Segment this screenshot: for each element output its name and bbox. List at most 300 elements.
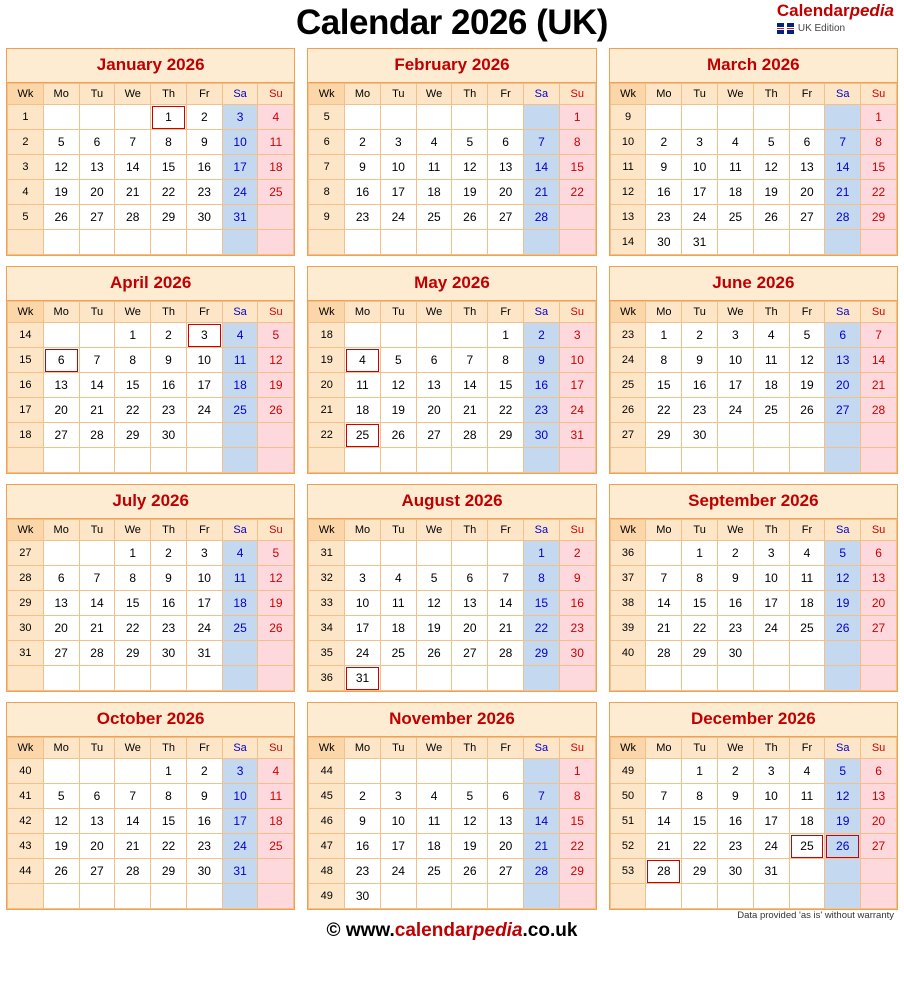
day-number: 16 [161,377,176,392]
empty-day-cell [452,323,488,348]
day-cell [524,180,560,205]
month-title: November 2026 [308,703,595,737]
weekday-header-tu: Tu [682,302,718,323]
day-number: 2 [200,109,208,124]
day-number: 6 [839,327,847,342]
day-cell [861,566,897,591]
weekday-header-mo: Mo [646,302,682,323]
empty-day-cell [43,323,79,348]
day-number: 28 [534,209,549,224]
day-number: 7 [466,352,474,367]
weekday-header-sa: Sa [825,84,861,105]
day-number [826,424,859,447]
empty-day-cell [646,759,682,784]
week-row [309,641,595,666]
day-number: 24 [391,863,405,878]
day-cell [186,859,222,884]
weekday-header-sa: Sa [222,84,258,105]
day-number: 28 [126,863,140,878]
day-number: 18 [800,595,814,610]
day-number [826,449,859,472]
day-cell [345,591,381,616]
day-cell [488,859,524,884]
week-number-header: Wk [8,84,44,105]
day-cell [222,541,258,566]
empty-day-cell [115,884,151,909]
empty-day-cell [789,230,825,255]
day-number: 28 [647,860,680,883]
day-cell [79,641,115,666]
day-number: 1 [696,763,703,778]
day-number: 16 [534,377,549,392]
day-cell [380,641,416,666]
day-number: 11 [233,570,247,585]
week-number-cell: 21 [309,398,345,423]
week-number-cell: 7 [309,155,345,180]
empty-day-cell [825,105,861,130]
day-number: 5 [839,763,847,778]
day-number [647,542,680,565]
week-number-cell: 20 [309,373,345,398]
empty-day-cell [789,884,825,909]
day-number: 21 [463,402,477,417]
day-cell [345,784,381,809]
empty-day-cell [452,230,488,255]
day-number: 1 [502,327,509,342]
day-cell [825,616,861,641]
day-cell [79,616,115,641]
empty-day-cell [559,205,595,230]
empty-day-cell [186,884,222,909]
day-cell [79,130,115,155]
day-number [525,667,558,690]
day-cell [682,566,718,591]
day-cell [646,323,682,348]
day-cell [646,398,682,423]
day-number: 24 [692,209,707,224]
weekday-header-su: Su [258,520,294,541]
empty-day-cell [79,230,115,255]
week-number-cell: 30 [8,616,44,641]
day-number: 12 [269,570,283,585]
weekday-header-row [610,302,896,323]
day-number: 27 [871,838,886,853]
day-cell [186,641,222,666]
day-cell [416,155,452,180]
day-number [116,667,149,690]
day-number: 1 [660,327,668,342]
day-cell [559,591,595,616]
day-number: 16 [197,813,211,828]
day-number: 28 [126,209,140,224]
day-number: 22 [692,838,707,853]
day-cell [115,541,151,566]
week-number-header: Wk [309,738,345,759]
day-cell [79,809,115,834]
month-block [307,48,596,256]
week-row [8,666,294,691]
week-number-cell: 48 [309,859,345,884]
day-cell [416,809,452,834]
day-cell [753,834,789,859]
day-cell [488,155,524,180]
week-row [610,759,896,784]
day-number: 5 [803,327,811,342]
day-number [862,642,895,665]
week-number-cell: 25 [610,373,646,398]
empty-day-cell [380,666,416,691]
day-number: 24 [764,620,778,635]
day-cell [222,566,258,591]
day-cell [186,784,222,809]
day-number: 22 [534,620,549,635]
day-cell [43,423,79,448]
weekday-header-tu: Tu [79,520,115,541]
brand-name-part2: pedia [849,1,894,20]
day-number: 7 [502,570,509,585]
empty-day-cell [559,230,595,255]
day-cell [43,566,79,591]
day-number: 30 [570,645,584,660]
day-cell [789,759,825,784]
empty-day-cell [861,641,897,666]
day-number: 23 [355,209,370,224]
day-cell [861,180,897,205]
week-row [309,398,595,423]
day-number: 31 [233,863,247,878]
day-number: 8 [660,352,668,367]
day-number: 25 [346,424,379,447]
day-cell [488,641,524,666]
week-row [8,348,294,373]
day-cell [682,616,718,641]
day-number: 21 [534,838,549,853]
week-row [8,759,294,784]
empty-day-cell [258,884,294,909]
empty-day-cell [789,423,825,448]
weekday-header-th: Th [452,84,488,105]
empty-day-cell [43,666,79,691]
day-cell [115,784,151,809]
weekday-header-su: Su [861,302,897,323]
week-number-cell: 36 [309,666,345,691]
week-number-header: Wk [610,84,646,105]
week-number-cell: 23 [610,323,646,348]
day-cell [43,641,79,666]
day-number [382,231,415,254]
week-number-cell: 12 [610,180,646,205]
month-table [610,519,897,691]
day-number [81,449,114,472]
day-cell [186,180,222,205]
day-number: 26 [391,427,405,442]
day-number: 5 [394,352,402,367]
day-number: 22 [657,402,671,417]
day-cell [559,373,595,398]
day-number: 5 [466,788,474,803]
empty-day-cell [861,859,897,884]
day-cell [524,859,560,884]
day-cell [682,759,718,784]
day-number [561,206,594,229]
day-number: 11 [269,134,283,149]
day-number [826,885,859,908]
day-number: 30 [534,427,549,442]
weekday-header-th: Th [452,302,488,323]
day-cell [559,130,595,155]
day-cell [789,834,825,859]
day-cell [186,155,222,180]
day-cell [718,641,754,666]
week-number-cell: 37 [610,566,646,591]
weekday-header-fr: Fr [789,520,825,541]
week-number-cell: 26 [610,398,646,423]
day-cell [345,641,381,666]
day-cell [524,541,560,566]
day-number: 10 [355,595,370,610]
day-cell [559,155,595,180]
week-row [309,784,595,809]
empty-day-cell [79,666,115,691]
empty-day-cell [861,230,897,255]
brand-name [777,2,894,19]
day-cell [825,809,861,834]
empty-day-cell [488,230,524,255]
day-number [862,424,895,447]
week-number-cell: 47 [309,834,345,859]
day-cell [222,591,258,616]
empty-day-cell [524,666,560,691]
empty-day-cell [488,105,524,130]
day-number [81,667,114,690]
weekday-header-we: We [718,738,754,759]
weekday-header-th: Th [452,738,488,759]
day-cell [151,398,187,423]
weekday-header-row [8,738,294,759]
day-number [489,885,522,908]
weekday-header-fr: Fr [186,84,222,105]
weekday-header-th: Th [753,520,789,541]
day-number: 17 [692,184,707,199]
weekday-header-sa: Sa [825,738,861,759]
day-number: 28 [836,209,850,224]
day-number: 3 [767,545,775,560]
day-number [116,449,149,472]
day-cell [416,834,452,859]
day-cell [115,130,151,155]
day-number: 4 [236,327,244,342]
day-number: 11 [764,352,778,367]
week-row [8,541,294,566]
week-row [610,641,896,666]
day-number [791,885,824,908]
week-number-cell: 45 [309,784,345,809]
day-number: 20 [871,595,886,610]
day-cell [753,205,789,230]
copyright-brand: calendar [394,920,473,941]
weekday-header-row [610,520,896,541]
day-number [259,667,292,690]
day-cell [789,373,825,398]
empty-day-cell [825,859,861,884]
month-table [610,83,897,255]
empty-day-cell [151,666,187,691]
empty-day-cell [682,448,718,473]
day-number: 12 [764,159,778,174]
page-header [6,0,898,48]
day-number: 13 [871,788,886,803]
day-cell [559,759,595,784]
day-number: 9 [732,788,739,803]
week-row [309,130,595,155]
day-cell [646,180,682,205]
day-cell [646,155,682,180]
weekday-header-tu: Tu [380,520,416,541]
day-cell [524,809,560,834]
day-number [224,667,257,690]
weekday-header-fr: Fr [186,302,222,323]
day-number [755,106,788,129]
day-number [826,642,859,665]
day-number [453,231,486,254]
empty-day-cell [718,448,754,473]
week-row [610,180,896,205]
day-cell [753,784,789,809]
day-cell [718,541,754,566]
day-cell [380,205,416,230]
day-number: 10 [764,788,778,803]
day-number: 5 [57,134,65,149]
day-number: 22 [161,184,176,199]
empty-day-cell [825,230,861,255]
day-cell [559,809,595,834]
empty-day-cell [753,230,789,255]
day-number: 15 [871,159,886,174]
day-cell [682,859,718,884]
empty-day-cell [753,666,789,691]
day-cell [646,809,682,834]
day-number: 21 [871,377,886,392]
day-cell [825,130,861,155]
day-cell [452,591,488,616]
day-cell [43,398,79,423]
day-cell [258,348,294,373]
day-number: 18 [269,813,283,828]
weekday-header-su: Su [861,738,897,759]
day-cell [79,834,115,859]
day-cell [559,859,595,884]
day-number [81,885,114,908]
empty-day-cell [222,448,258,473]
day-number [418,231,451,254]
day-cell [186,834,222,859]
weekday-header-fr: Fr [488,84,524,105]
empty-day-cell [79,541,115,566]
day-cell [380,784,416,809]
weekday-header-we: We [718,520,754,541]
weekday-header-row [309,520,595,541]
day-cell [718,809,754,834]
day-cell [861,348,897,373]
day-number: 11 [800,570,814,585]
day-cell [186,130,222,155]
weekday-header-th: Th [151,84,187,105]
day-cell [345,398,381,423]
month-block [6,702,295,910]
empty-day-cell [79,884,115,909]
week-row [309,616,595,641]
empty-day-cell [825,641,861,666]
day-number: 19 [800,377,814,392]
day-cell [646,566,682,591]
day-cell [861,323,897,348]
day-number: 12 [463,813,477,828]
day-number: 7 [660,788,668,803]
weekday-header-su: Su [861,520,897,541]
day-number: 8 [696,570,703,585]
weekday-header-tu: Tu [79,84,115,105]
week-row [309,373,595,398]
month-table [610,301,897,473]
empty-day-cell [258,423,294,448]
day-number [45,885,78,908]
day-cell [861,130,897,155]
day-cell [151,348,187,373]
week-row [610,373,896,398]
day-number: 6 [57,570,65,585]
day-number: 17 [197,595,211,610]
day-number: 7 [129,788,137,803]
day-number [755,424,788,447]
day-cell [789,809,825,834]
day-number: 14 [871,352,886,367]
day-number [116,231,149,254]
day-cell [115,834,151,859]
day-number: 14 [534,813,549,828]
day-number: 29 [692,645,707,660]
week-number-cell [610,448,646,473]
empty-day-cell [753,105,789,130]
empty-day-cell [186,448,222,473]
weekday-header-th: Th [753,302,789,323]
day-cell [452,809,488,834]
day-number: 9 [165,352,172,367]
week-number-cell: 10 [610,130,646,155]
day-number: 22 [498,402,513,417]
week-number-cell: 5 [309,105,345,130]
week-number-cell: 27 [8,541,44,566]
weekday-header-th: Th [151,738,187,759]
week-number-cell: 44 [309,759,345,784]
day-cell [151,566,187,591]
day-number: 23 [161,620,176,635]
week-row [8,591,294,616]
month-block [6,266,295,474]
day-number: 13 [498,159,513,174]
week-number-cell: 19 [309,348,345,373]
empty-day-cell [646,105,682,130]
day-number [81,231,114,254]
weekday-header-sa: Sa [524,738,560,759]
day-number: 3 [394,134,402,149]
day-cell [151,423,187,448]
day-cell [258,834,294,859]
month-block [307,702,596,910]
day-cell [380,859,416,884]
day-cell [222,205,258,230]
day-cell [380,616,416,641]
day-cell [345,155,381,180]
